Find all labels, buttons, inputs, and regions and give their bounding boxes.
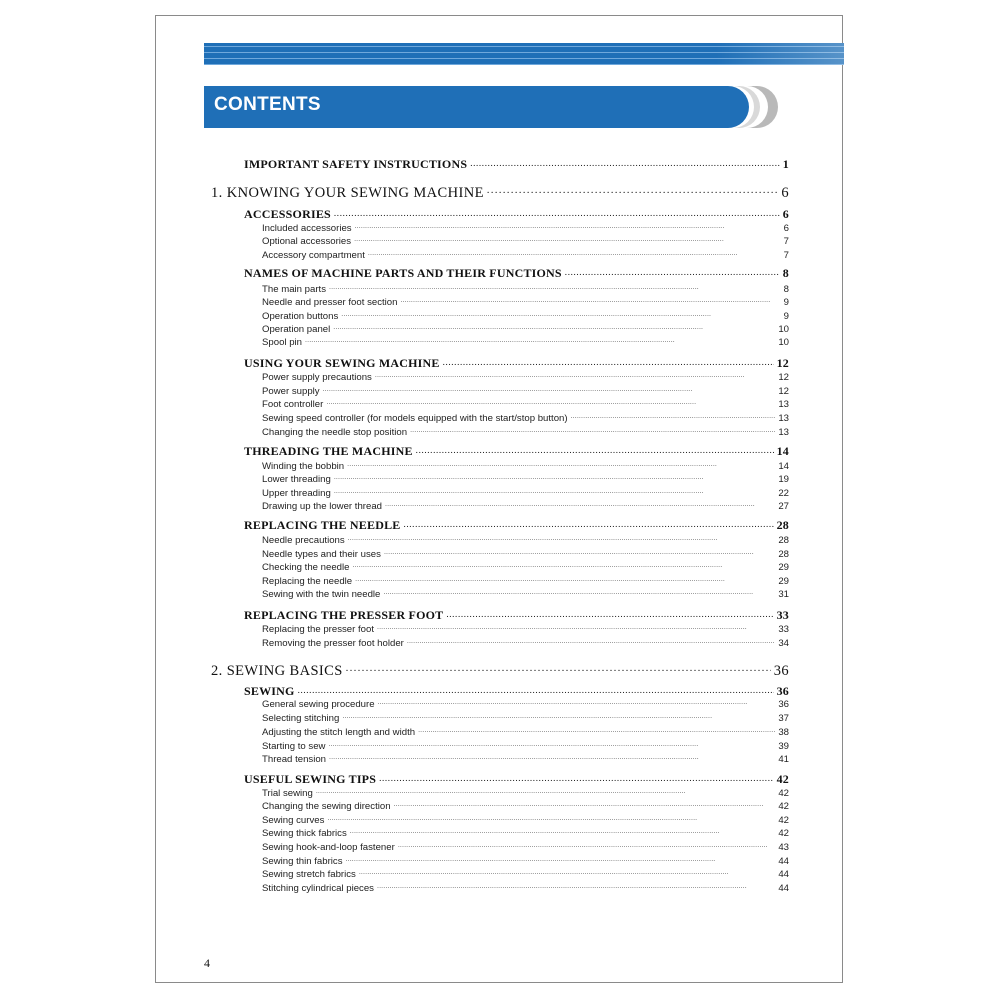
toc-item-row <box>262 411 789 424</box>
toc-item-row <box>262 282 789 295</box>
toc-entry-label: NAMES OF MACHINE PARTS AND THEIR FUNCTIONS <box>244 266 562 280</box>
toc-entry-page: 44 <box>778 868 789 880</box>
toc-item-row <box>262 295 789 308</box>
toc-entry-page: 19 <box>778 473 789 485</box>
toc-entry-label: Needle and presser foot section <box>262 296 398 308</box>
dot-leader <box>329 282 781 292</box>
toc-entry-page: 13 <box>778 398 789 410</box>
toc-item-row <box>262 472 789 485</box>
toc-entry-page: 33 <box>778 623 789 635</box>
dot-leader <box>398 840 776 850</box>
toc-entry-label: 2. SEWING BASICS <box>211 662 343 679</box>
toc-item-row <box>262 547 789 560</box>
dot-leader <box>375 370 775 380</box>
dot-leader <box>565 265 780 277</box>
toc-entry-label: Upper threading <box>262 487 331 499</box>
dot-leader <box>359 867 775 877</box>
toc-entry-label: IMPORTANT SAFETY INSTRUCTIONS <box>244 157 468 171</box>
toc-item-row <box>262 248 789 261</box>
toc-item-row <box>262 459 789 472</box>
dot-leader <box>418 725 775 735</box>
toc-section-row <box>244 443 789 459</box>
toc-entry-label: Stitching cylindrical pieces <box>262 882 374 894</box>
toc-item-row <box>262 560 789 573</box>
dot-leader <box>416 443 774 455</box>
dot-leader <box>355 574 775 584</box>
toc-item-row <box>262 799 789 812</box>
toc-item-row <box>262 725 789 738</box>
toc-entry-label: Optional accessories <box>262 235 352 247</box>
toc-entry-page: 1 <box>782 157 789 171</box>
dot-leader <box>410 425 775 435</box>
toc-item-row <box>262 622 789 635</box>
toc-entry-label: Operation buttons <box>262 310 339 322</box>
toc-item-row <box>262 786 789 799</box>
dot-leader <box>368 248 781 258</box>
dot-leader <box>377 622 775 632</box>
toc-item-row <box>262 636 789 649</box>
dot-leader <box>443 355 774 367</box>
toc-item-row <box>262 867 789 880</box>
toc-entry-page: 44 <box>778 882 789 894</box>
toc-entry-label: THREADING THE MACHINE <box>244 444 413 458</box>
toc-entry-page: 28 <box>778 548 789 560</box>
toc-entry-label: 1. KNOWING YOUR SEWING MACHINE <box>211 184 484 201</box>
dot-leader <box>328 739 775 749</box>
toc-entry-page: 31 <box>778 588 789 600</box>
toc-item-row <box>262 397 789 410</box>
dot-leader <box>383 587 775 597</box>
toc-entry-page: 42 <box>778 814 789 826</box>
toc-entry-page: 37 <box>778 712 789 724</box>
toc-item-row <box>262 384 789 397</box>
toc-entry-label: Power supply precautions <box>262 371 372 383</box>
dot-leader <box>407 636 775 646</box>
dot-leader <box>352 560 775 570</box>
toc-item-row <box>262 752 789 765</box>
toc-entry-label: Trial sewing <box>262 787 313 799</box>
toc-item-row <box>262 854 789 867</box>
toc-entry-page: 42 <box>778 827 789 839</box>
toc-item-row <box>262 486 789 499</box>
page-number: 4 <box>204 956 210 970</box>
dot-leader <box>334 486 776 496</box>
dot-leader <box>342 711 775 721</box>
toc-item-row <box>262 309 789 322</box>
toc-entry-label: Sewing thin fabrics <box>262 855 343 867</box>
dot-leader <box>470 156 780 168</box>
dot-leader <box>446 607 773 619</box>
toc-entry-label: Starting to sew <box>262 740 326 752</box>
toc-entry-page: 8 <box>783 283 789 295</box>
dot-leader <box>298 683 774 695</box>
toc-entry-page: 7 <box>783 249 789 261</box>
toc-entry-page: 12 <box>778 385 789 397</box>
toc-entry-page: 41 <box>778 753 789 765</box>
toc-entry-page: 12 <box>776 356 789 370</box>
toc-entry-label: ACCESSORIES <box>244 207 331 221</box>
toc-entry-page: 29 <box>778 561 789 573</box>
toc-entry-page: 38 <box>778 726 789 738</box>
toc-entry-label: Drawing up the lower thread <box>262 500 382 512</box>
toc-entry-label: Sewing stretch fabrics <box>262 868 356 880</box>
dot-leader <box>348 533 776 543</box>
dot-leader <box>341 309 780 319</box>
page-title: CONTENTS <box>214 94 321 115</box>
toc-entry-label: SEWING <box>244 684 295 698</box>
toc-entry-page: 8 <box>782 266 789 280</box>
toc-section-row <box>244 355 789 371</box>
dot-leader <box>326 397 775 407</box>
dot-leader <box>403 517 773 529</box>
toc-entry-label: REPLACING THE PRESSER FOOT <box>244 608 444 622</box>
dot-leader <box>346 660 771 675</box>
toc-entry-label: Needle precautions <box>262 534 345 546</box>
toc-section-row <box>244 265 789 281</box>
toc-section-row <box>244 517 789 533</box>
toc-entry-label: Needle types and their uses <box>262 548 381 560</box>
toc-item-row <box>262 335 789 348</box>
dot-leader <box>327 813 775 823</box>
dot-leader <box>355 221 781 231</box>
toc-chapter-row <box>211 182 789 202</box>
dot-leader <box>379 771 774 783</box>
toc-item-row <box>262 739 789 752</box>
toc-entry-page: 28 <box>776 518 789 532</box>
toc-entry-label: Sewing thick fabrics <box>262 827 347 839</box>
toc-entry-label: Replacing the needle <box>262 575 353 587</box>
toc-entry-label: Lower threading <box>262 473 331 485</box>
toc-entry-label: Foot controller <box>262 398 324 410</box>
toc-item-row <box>262 322 789 335</box>
toc-entry-page: 10 <box>778 336 789 348</box>
header-stripe-bar <box>204 43 844 65</box>
dot-leader <box>378 697 776 707</box>
toc-entry-page: 44 <box>778 855 789 867</box>
toc-entry-label: Sewing curves <box>262 814 325 826</box>
toc-entry-label: Accessory compartment <box>262 249 365 261</box>
toc-entry-label: Operation panel <box>262 323 331 335</box>
toc-entry-page: 36 <box>778 698 789 710</box>
toc-entry-label: Included accessories <box>262 222 352 234</box>
toc-item-row <box>262 533 789 546</box>
toc-entry-page: 42 <box>778 800 789 812</box>
toc-entry-page: 34 <box>778 637 789 649</box>
dot-leader <box>394 799 776 809</box>
toc-entry-page: 22 <box>778 487 789 499</box>
toc-entry-page: 6 <box>781 184 789 201</box>
toc-entry-page: 42 <box>778 787 789 799</box>
dot-leader <box>354 234 781 244</box>
toc-entry-page: 6 <box>783 222 789 234</box>
toc-chapter-row <box>211 660 789 680</box>
toc-entry-page: 7 <box>783 235 789 247</box>
toc-section-row <box>244 156 789 172</box>
toc-entry-page: 36 <box>773 662 789 679</box>
toc-item-row <box>262 221 789 234</box>
toc-entry-page: 42 <box>776 772 789 786</box>
toc-entry-page: 6 <box>782 207 789 221</box>
toc-entry-page: 12 <box>778 371 789 383</box>
toc-entry-label: Power supply <box>262 385 320 397</box>
toc-item-row <box>262 587 789 600</box>
dot-leader <box>384 547 775 557</box>
toc-entry-label: Sewing with the twin needle <box>262 588 381 600</box>
toc-item-row <box>262 711 789 724</box>
toc-entry-page: 28 <box>778 534 789 546</box>
dot-leader <box>305 335 775 345</box>
toc-entry-page: 39 <box>778 740 789 752</box>
toc-entry-page: 9 <box>783 310 789 322</box>
toc-entry-label: Spool pin <box>262 336 303 348</box>
toc-entry-page: 36 <box>776 684 789 698</box>
toc-entry-label: The main parts <box>262 283 326 295</box>
toc-entry-label: Checking the needle <box>262 561 350 573</box>
toc-item-row <box>262 813 789 826</box>
toc-entry-page: 10 <box>778 323 789 335</box>
dot-leader <box>346 854 776 864</box>
toc-entry-page: 33 <box>776 608 789 622</box>
dot-leader <box>487 182 779 197</box>
toc-item-row <box>262 370 789 383</box>
toc-entry-label: Thread tension <box>262 753 326 765</box>
dot-leader <box>334 472 776 482</box>
document-page <box>155 15 843 983</box>
dot-leader <box>385 499 775 509</box>
contents-banner <box>204 86 749 128</box>
toc-item-row <box>262 234 789 247</box>
dot-leader <box>350 826 776 836</box>
toc-entry-label: Changing the needle stop position <box>262 426 408 438</box>
toc-entry-page: 14 <box>778 460 789 472</box>
toc-section-row <box>244 206 789 222</box>
toc-entry-page: 43 <box>778 841 789 853</box>
toc-item-row <box>262 499 789 512</box>
toc-entry-label: Sewing speed controller (for models equipped with the start/stop button) <box>262 412 568 424</box>
dot-leader <box>571 411 776 421</box>
toc-item-row <box>262 840 789 853</box>
toc-item-row <box>262 881 789 894</box>
toc-entry-page: 27 <box>778 500 789 512</box>
dot-leader <box>347 459 775 469</box>
toc-entry-label: Sewing hook-and-loop fastener <box>262 841 395 853</box>
toc-entry-label: Removing the presser foot holder <box>262 637 404 649</box>
toc-entry-page: 14 <box>776 444 789 458</box>
toc-entry-label: Winding the bobbin <box>262 460 345 472</box>
toc-entry-label: USING YOUR SEWING MACHINE <box>244 356 440 370</box>
dot-leader <box>329 752 775 762</box>
dot-leader <box>323 384 776 394</box>
dot-leader <box>377 881 775 891</box>
toc-entry-label: Replacing the presser foot <box>262 623 374 635</box>
dot-leader <box>333 322 775 332</box>
toc-item-row <box>262 826 789 839</box>
toc-section-row <box>244 607 789 623</box>
toc-item-row <box>262 574 789 587</box>
toc-entry-page: 13 <box>778 426 789 438</box>
toc-entry-label: Selecting stitching <box>262 712 340 724</box>
toc-entry-label: Adjusting the stitch length and width <box>262 726 416 738</box>
banner-arc-decoration <box>733 86 793 128</box>
dot-leader <box>316 786 776 796</box>
dot-leader <box>334 206 780 218</box>
dot-leader <box>400 295 780 305</box>
toc-entry-page: 29 <box>778 575 789 587</box>
toc-entry-label: Changing the sewing direction <box>262 800 391 812</box>
toc-entry-label: General sewing procedure <box>262 698 375 710</box>
toc-section-row <box>244 771 789 787</box>
toc-entry-label: REPLACING THE NEEDLE <box>244 518 401 532</box>
toc-entry-label: USEFUL SEWING TIPS <box>244 772 377 786</box>
toc-entry-page: 13 <box>778 412 789 424</box>
toc-item-row <box>262 697 789 710</box>
toc-entry-page: 9 <box>783 296 789 308</box>
toc-item-row <box>262 425 789 438</box>
